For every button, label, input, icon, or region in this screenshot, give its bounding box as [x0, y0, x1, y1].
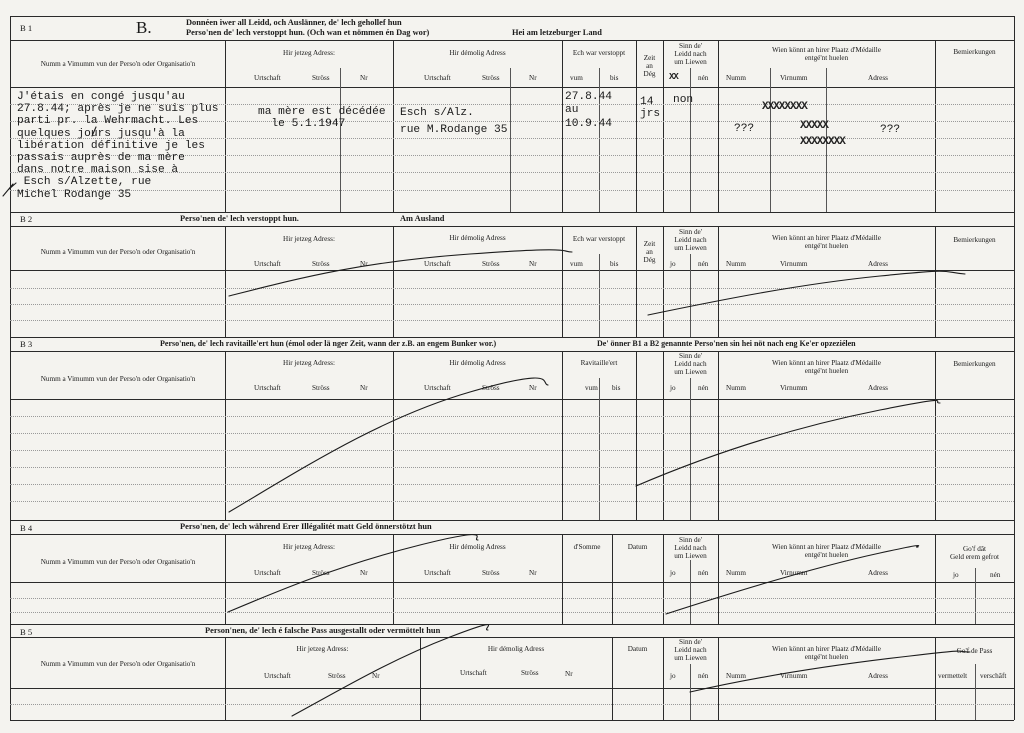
b1-unknown-name: ???: [734, 123, 755, 135]
b2-col-person: Numm a Vimumm vun der Perso'n oder Organisatio'n: [40, 248, 196, 256]
b1-former-street: rue M.Rodange 35: [400, 124, 508, 136]
col-current-address: Hir jetzeg Adress:: [283, 49, 335, 57]
b3-col-supplied: Ravitaille'ert: [580, 359, 618, 367]
section-code-b5: B 5: [20, 627, 33, 637]
b4-col-gold-no: nén: [990, 571, 1001, 579]
b4-col-gold: Go'f dât: [962, 545, 987, 553]
b2-col-current: Hir jetzeg Adress:: [283, 235, 335, 243]
b4-col-harm-3: um Liewen: [674, 552, 707, 560]
b4-col-person: Numm a Vimumm vun der Perso'n oder Organisatio'n: [40, 558, 196, 566]
b1-current-address: ma mère est décédée le 5.1.1947: [258, 106, 386, 131]
b3-col-yes: jo: [670, 384, 676, 392]
b1-jo-struck: XX: [669, 72, 678, 82]
b5-col-yes: jo: [670, 672, 676, 680]
col-to: bis: [610, 74, 619, 82]
b1-person-statement: J'étais en congé jusqu'au 27.8.44; après je ne suis plus parti pr. la Wehrmacht. Les quelques jours jusqu'à la libération définitive je les passais auprès de ma mère dans notre maison sise à Esch s/Alzette, rue Michel Rodange 35: [17, 91, 219, 201]
b5-col-medal: Wien könnt an hirer Plaatz d'Médaille: [772, 645, 881, 653]
col-harm-2: Leidd nach: [674, 50, 707, 58]
b4-title: Perso'nen, de' lech während Erer Illégalitét matt Geld önnerstötzt hun: [180, 522, 432, 531]
b2-col-no: nén: [698, 260, 709, 268]
form-subtitle-right: Hei am letzeburger Land: [512, 28, 602, 37]
b4-col-current: Hir jetzeg Adress:: [283, 543, 335, 551]
b2-col-address: Adress: [868, 260, 888, 268]
b2-col-time-3: Dég: [643, 256, 656, 264]
b2-col-to: bis: [610, 260, 619, 268]
col-harm: Sinn de': [678, 42, 703, 50]
pen-strike-b2-left: [229, 250, 572, 296]
col-medal-2: entgé'nt huelen: [804, 54, 849, 62]
b1-days-count: 14: [640, 96, 654, 108]
b4-col-address: Adress: [868, 569, 888, 577]
b3-col-address: Adress: [868, 384, 888, 392]
col-address: Adress: [868, 74, 888, 82]
col-time: Zeit: [643, 54, 656, 62]
b4-col-ortschaft: Urtschaft: [254, 569, 281, 577]
b2-col-stross: Ströss: [312, 260, 330, 268]
b3-col-to: bis: [612, 384, 621, 392]
b2-col-ortschaft: Urtschaft: [254, 260, 281, 268]
b3-col-stross: Ströss: [312, 384, 330, 392]
b4-col-yes: jo: [670, 569, 676, 577]
b4-col-stross: Ströss: [312, 569, 330, 577]
b5-col-medal-2: entgé'nt huelen: [804, 653, 849, 661]
col-nr-former: Nr: [529, 74, 537, 82]
b5-col-stross-former: Ströss: [521, 669, 539, 677]
b4-col-date: Datum: [627, 543, 648, 551]
b4-col-sum: d'Somme: [573, 543, 601, 551]
b5-col-no: nén: [698, 672, 709, 680]
b5-col-pass: Go'f de Pass: [956, 647, 993, 655]
b4-col-former: Hir démolig Adress: [449, 543, 506, 551]
b4-col-medal-2: entgé'nt huelen: [804, 551, 849, 559]
b4-col-ortschaft-former: Urtschaft: [424, 569, 451, 577]
col-ortschaft-former: Urtschaft: [424, 74, 451, 82]
struck-name-2: XXXXX: [800, 120, 829, 132]
b2-col-ortschaft-former: Urtschaft: [424, 260, 451, 268]
b5-col-current: Hir jetzeg Adress:: [296, 645, 349, 653]
b5-title: Person'nen, de' lech é falsche Pass ausgestallt oder vermöttelt hun: [205, 626, 441, 635]
b5-col-address: Adress: [868, 672, 888, 680]
col-time-2: an: [646, 62, 653, 70]
b5-col-issued: vermettelt: [938, 672, 968, 680]
b4-col-nr-former: Nr: [529, 569, 537, 577]
b3-col-firstname: Virnumm: [780, 384, 808, 392]
b2-col-time: Zeit: [643, 240, 656, 248]
b3-col-ortschaft-former: Urtschaft: [424, 384, 451, 392]
b4-col-harm: Sinn de': [678, 536, 703, 544]
col-stross: Ströss: [312, 74, 330, 82]
b1-former-town: Esch s/Alz.: [400, 107, 474, 119]
b2-col-firstname: Virnumm: [780, 260, 808, 268]
b5-col-name: Numm: [726, 672, 746, 680]
b3-title: Perso'nen, de' lech ravitaille'ert hun (émol oder lä nger Zeit, wann der z.B. an engem Bunker wor.): [160, 339, 497, 348]
b4-col-gold-2: Geld erem gefrot: [949, 553, 1000, 561]
b2-col-hidden: Ech war verstoppt: [572, 235, 626, 243]
b2-col-former: Hir démolig Adress: [449, 234, 506, 242]
b5-col-harm: Sinn de': [678, 638, 703, 646]
b3-col-from: vum: [585, 384, 598, 392]
b5-col-harm-3: um Liewen: [674, 654, 707, 662]
b3-col-harm: Sinn de': [678, 352, 703, 360]
b4-col-firstname: Virnumm: [780, 569, 808, 577]
b2-title: Perso'nen de' lech verstoppt hun.: [180, 214, 299, 223]
col-time-3: Dég: [643, 70, 656, 78]
b5-col-nr: Nr: [372, 672, 380, 680]
b3-col-ortschaft: Urtschaft: [254, 384, 281, 392]
b1-to-date: 10.9.44: [565, 118, 612, 130]
b5-col-former: Hir démolig Adress: [487, 645, 545, 653]
col-former-address: Hir démolig Adress: [449, 49, 506, 57]
struck-name-3: XXXXXXXX: [800, 136, 845, 148]
b3-col-no: nén: [698, 384, 709, 392]
col-harm-3: um Liewen: [674, 58, 707, 66]
b2-title-right: Am Ausland: [400, 214, 445, 223]
b3-col-medal: Wien könnt an hirer Plaatz d'Médaille: [772, 359, 881, 367]
b1-date-au: au: [565, 104, 579, 116]
b2-col-from: vum: [570, 260, 583, 268]
b1-harm-answer: non: [673, 94, 694, 106]
b3-col-remarks: Bemierkungen: [953, 360, 996, 368]
b5-col-person: Numm a Vimumm vun der Perso'n oder Organisatio'n: [40, 660, 196, 668]
pen-strike-b2-right: [648, 271, 965, 315]
b3-col-stross-former: Ströss: [482, 384, 500, 392]
col-medal: Wien könnt an hirer Plaatz d'Médaille: [772, 46, 881, 54]
form-title: Donnéen iwer all Leidd, och Auslänner, de' lech gehollef hun: [186, 18, 402, 27]
b2-col-stross-former: Ströss: [482, 260, 500, 268]
b4-col-nr: Nr: [360, 569, 368, 577]
b2-col-harm: Sinn de': [678, 228, 703, 236]
b5-col-firstname: Virnumm: [780, 672, 808, 680]
b2-col-yes: jo: [670, 260, 676, 268]
b2-col-harm-3: um Liewen: [674, 244, 707, 252]
b5-col-date: Datum: [627, 645, 648, 653]
b5-col-ortschaft-former: Urtschaft: [460, 669, 487, 677]
b5-col-ortschaft: Urtschaft: [264, 672, 291, 680]
b3-col-nr: Nr: [360, 384, 368, 392]
form-subtitle: Perso'nen de' lech verstoppt hun. (Och wan et nömmen én Dag wor): [186, 28, 430, 37]
b1-from-date: 27.8.44: [565, 91, 612, 103]
b3-col-nr-former: Nr: [529, 384, 537, 392]
b3-col-person: Numm a Vimumm vun der Perso'n oder Organisatio'n: [40, 375, 196, 383]
b3-col-current: Hir jetzeg Adress:: [283, 359, 335, 367]
b4-col-stross-former: Ströss: [482, 569, 500, 577]
struck-name-1: XXXXXXXX: [762, 101, 807, 113]
col-no: nén: [698, 74, 709, 82]
b5-col-made: verschâft: [980, 672, 1007, 680]
section-code-b1: B 1: [20, 23, 33, 33]
b3-col-medal-2: entgé'nt huelen: [804, 367, 849, 375]
col-stross-former: Ströss: [482, 74, 500, 82]
b1-days-unit: jrs: [640, 108, 661, 120]
col-from: vum: [570, 74, 583, 82]
b4-col-medal: Wien könnt an hirer Plaatz d'Médaille: [772, 543, 881, 551]
b2-col-nr: Nr: [360, 260, 368, 268]
section-code-b3: B 3: [20, 339, 33, 349]
col-nr: Nr: [360, 74, 368, 82]
b2-col-harm-2: Leidd nach: [674, 236, 707, 244]
b4-col-gold-yes: jo: [953, 571, 959, 579]
b3-col-harm-2: Leidd nach: [674, 360, 707, 368]
section-code-b2: B 2: [20, 214, 33, 224]
b3-col-harm-3: um Liewen: [674, 368, 707, 376]
handwritten-letter: B.: [136, 18, 152, 37]
col-remarks: Bemierkungen: [953, 48, 996, 56]
b3-title-right: De' önner B1 a B2 genannte Perso'nen sin hei nöt nach eng Ke'er opzeziélen: [597, 339, 856, 348]
b3-col-former: Hir démolig Adress: [449, 359, 506, 367]
b5-col-harm-2: Leidd nach: [674, 646, 707, 654]
b5-col-stross: Ströss: [328, 672, 346, 680]
b1-unknown-address: ???: [880, 124, 901, 136]
b4-col-name: Numm: [726, 569, 746, 577]
b2-col-medal-2: entgé'nt huelen: [804, 242, 849, 250]
b5-col-nr-former: Nr: [565, 670, 573, 678]
b4-col-no: nén: [698, 569, 709, 577]
b2-col-medal: Wien könnt an hirer Plaatz d'Médaille: [772, 234, 881, 242]
b2-col-name: Numm: [726, 260, 746, 268]
col-name: Numm: [726, 74, 746, 82]
col-hidden: Ech war verstoppt: [572, 49, 626, 57]
col-ortschaft: Urtschaft: [254, 74, 281, 82]
section-code-b4: B 4: [20, 523, 33, 533]
pen-strike-b3-right: [636, 400, 940, 486]
b2-col-remarks: Bemierkungen: [953, 236, 996, 244]
b2-col-time-2: an: [646, 248, 653, 256]
b3-col-name: Numm: [726, 384, 746, 392]
b2-col-nr-former: Nr: [529, 260, 537, 268]
col-firstname: Virnumm: [780, 74, 808, 82]
col-person: Numm a Vimumm vun der Perso'n oder Organisatio'n: [40, 60, 196, 68]
b4-col-harm-2: Leidd nach: [674, 544, 707, 552]
